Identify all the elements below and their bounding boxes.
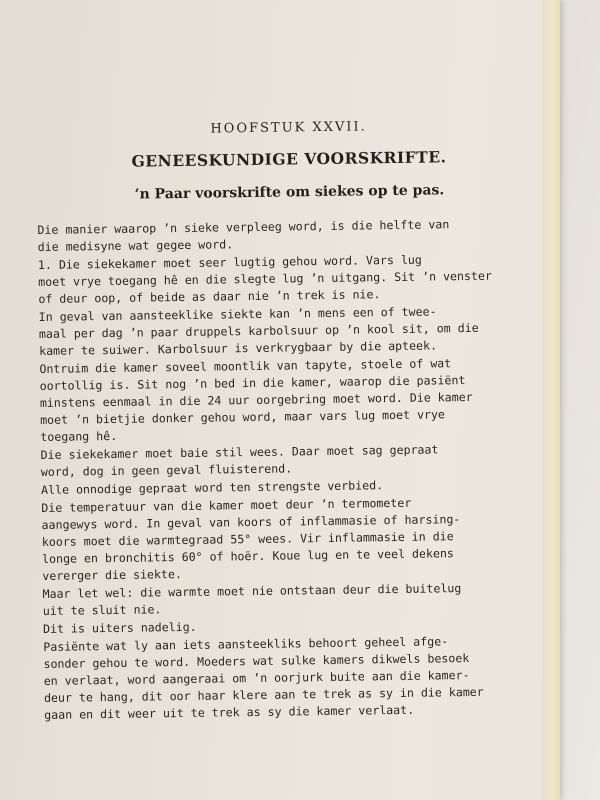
- body-text: [37, 215, 549, 724]
- text-line: sonder gehou te word. Moeders wat sulke kamers dikwels besoek: [43, 651, 470, 671]
- text-line: Ontruim die kamer soveel moontlik van tapyte, stoele of wat: [39, 356, 452, 376]
- text-line: moet vrye toegang hê en die slegte lug ’n uitgang. Sit ’n venster: [38, 268, 492, 289]
- paragraph: [39, 354, 545, 446]
- page-title: GENEESKUNDIGE VOORSKRIFTE.: [131, 147, 447, 171]
- text-line: deur te hang, dit oor haar klere aan te trek as sy in die kamer: [43, 684, 484, 705]
- text-line: kamer te suiwer. Karbolsuur is verkrygbaar by die apteek.: [39, 338, 438, 358]
- paragraph: [38, 250, 544, 308]
- text-line: 1. Die siekekamer moet seer lugtig gehou word. Vars lug: [37, 252, 422, 272]
- paragraph: [39, 302, 545, 360]
- text-line: Die temperatuur van die kamer moet deur ’n termometer: [41, 495, 412, 515]
- text-line: aangewys word. In geval van koors of inflammasie of harsing-: [41, 512, 461, 532]
- text-line: Die siekekamer moet baie stil wees. Daar moet sag gepraat: [40, 442, 439, 462]
- text-line: en verlaat, word aangeraai om ’n oorjurk buite aan die kamer-: [43, 668, 470, 688]
- text-line: moet ’n bietjie donker gehou word, maar vars lug moet vrye: [40, 407, 446, 427]
- text-line: Pasiënte wat ly aan iets aansteekliks behoort geheel afge-: [43, 634, 449, 654]
- paragraph: [42, 579, 547, 620]
- text-line: oortollig is. Sit nog ’n bed in die kamer, waarop die pasiënt: [39, 373, 466, 393]
- text-line: minstens eenmaal in die 24 uur oorgebring moet word. Die kamer: [39, 389, 473, 410]
- text-line: In geval van aansteeklike siekte kan ’n mens een of twee-: [38, 304, 437, 324]
- text-line: Die manier waarop ’n sieke verpleeg word, is die helfte van: [37, 217, 450, 237]
- text-line: vererger die siekte.: [42, 567, 183, 583]
- text-line: longe en bronchitis 60° of hoër. Koue lug en te veel dekens: [41, 546, 454, 566]
- paragraph: [41, 493, 547, 585]
- text-line: word, dog in geen geval fluisterend.: [40, 461, 293, 479]
- text-line: Maar let wel: die warmte moet nie ontstaan deur die buitelug: [42, 581, 462, 601]
- text-line: maal per dag ’n paar druppels karbolsuur op ’n kool sit, om die: [38, 320, 479, 341]
- text-line: Alle onnodige gepraat word ten strengste verbied.: [41, 478, 384, 497]
- text-line: toegang hê.: [40, 428, 118, 444]
- paragraph: [41, 440, 546, 481]
- paragraph: [43, 632, 549, 724]
- text-line: Dit is uiters nadelig.: [42, 619, 197, 636]
- section-subtitle: ’n Paar voorskrifte om siekes op te pas.: [134, 182, 445, 203]
- text-block: [36, 117, 549, 725]
- text-line: uit te sluit nie.: [42, 602, 162, 618]
- text-line: koors moet die warmtegraad 55° wees. Vir inflammasie in die: [41, 529, 454, 549]
- chapter-heading: HOOFSTUK XXVII.: [210, 119, 367, 137]
- paragraph: [37, 215, 542, 256]
- text-line: die medisyne wat gegee word.: [37, 237, 234, 254]
- text-line: gaan en dit weer uit te trek as sy die kamer verlaat.: [44, 702, 415, 722]
- text-line: of deur oop, of beide as daar nie ’n trek is nie.: [38, 287, 381, 306]
